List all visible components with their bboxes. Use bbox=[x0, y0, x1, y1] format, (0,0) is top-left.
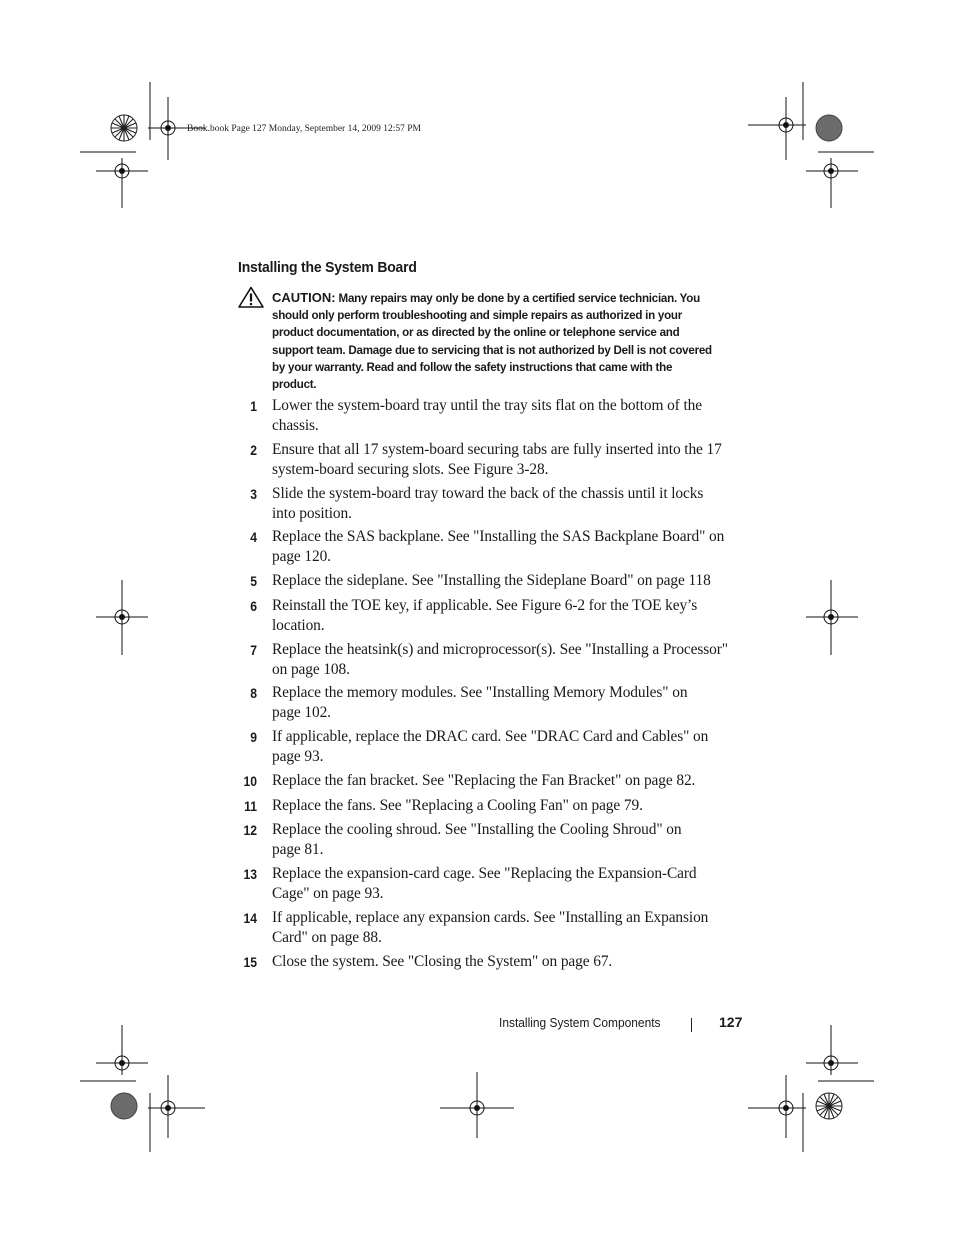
step-text: Replace the fan bracket. See "Replacing the Fan Bracket" on page 82. bbox=[272, 772, 696, 789]
step-text: Close the system. See "Closing the System" on page 67. bbox=[272, 953, 613, 970]
step-text: Replace the cooling shroud. See "Installing the Cooling Shroud" on page 81. bbox=[272, 821, 682, 858]
footer-page-number: 127 bbox=[719, 1014, 743, 1030]
step-text: Lower the system-board tray until the tray sits flat on the bottom of the chassis. bbox=[272, 397, 702, 434]
step-text: Replace the memory modules. See "Installing Memory Modules" on page 102. bbox=[272, 684, 688, 721]
step-number: 7 bbox=[250, 643, 257, 658]
caution-notice bbox=[272, 289, 742, 393]
footer-chapter-title: Installing System Components bbox=[499, 1015, 661, 1030]
step-number: 4 bbox=[250, 530, 257, 545]
registration-target-top-left bbox=[111, 115, 137, 141]
caution-line-2: should only perform troubleshooting and simple repairs as authorized in your bbox=[272, 309, 683, 323]
grey-dot-top-right bbox=[816, 115, 842, 141]
step-number: 12 bbox=[243, 823, 257, 838]
step-number: 11 bbox=[244, 799, 257, 814]
caution-line-4: support team. Damage due to servicing that is not authorized by Dell is not covered bbox=[272, 343, 712, 357]
caution-line-5: by your warranty. Read and follow the safety instructions that came with the bbox=[272, 360, 673, 374]
step-number: 14 bbox=[243, 911, 257, 926]
step-text: Slide the system-board tray toward the back of the chassis until it locks into position. bbox=[272, 485, 704, 522]
caution-line-6: product. bbox=[272, 378, 317, 392]
step-text: Replace the heatsink(s) and microprocessor(s). See "Installing a Processor" on page 108. bbox=[272, 641, 728, 678]
step-text: Replace the sideplane. See "Installing the Sideplane Board" on page 118 bbox=[272, 572, 711, 589]
step-number: 1 bbox=[250, 399, 257, 414]
step-text: Reinstall the TOE key, if applicable. See Figure 6-2 for the TOE key’s location. bbox=[272, 597, 698, 634]
footer-divider bbox=[691, 1018, 692, 1032]
step-number: 15 bbox=[243, 955, 257, 970]
print-slug: Book.book Page 127 Monday, September 14, 2009 12:57 PM bbox=[187, 124, 421, 134]
registration-target-bottom-right bbox=[816, 1093, 842, 1119]
step-number: 8 bbox=[250, 686, 257, 701]
step-number: 3 bbox=[250, 487, 257, 502]
grey-dot-bottom-left bbox=[111, 1093, 137, 1119]
caution-triangle-icon bbox=[238, 286, 264, 308]
step-text: Replace the expansion-card cage. See "Replacing the Expansion-Card Cage" on page 93. bbox=[272, 865, 697, 902]
step-text: If applicable, replace the DRAC card. See "DRAC Card and Cables" on page 93. bbox=[272, 728, 709, 765]
section-heading: Installing the System Board bbox=[238, 259, 417, 276]
step-number: 9 bbox=[250, 730, 257, 745]
caution-line-3: product documentation, or as directed by the online or telephone service and bbox=[272, 326, 680, 340]
step-number: 6 bbox=[250, 599, 257, 614]
step-number: 10 bbox=[243, 774, 257, 789]
step-text: Replace the SAS backplane. See "Installing the SAS Backplane Board" on page 120. bbox=[272, 528, 725, 565]
step-number: 2 bbox=[250, 443, 257, 458]
step-number: 5 bbox=[250, 574, 257, 589]
step-text: If applicable, replace any expansion cards. See "Installing an Expansion Card" on page 88. bbox=[272, 909, 709, 946]
caution-line-1: CAUTION: Many repairs may only be done by a certified service technician. You bbox=[272, 290, 700, 305]
caution-label: CAUTION: bbox=[272, 290, 336, 305]
step-text: Replace the fans. See "Replacing a Cooling Fan" on page 79. bbox=[272, 797, 643, 814]
step-text: Ensure that all 17 system-board securing tabs are fully inserted into the 17 system-board securing slots. See Figure 3-28. bbox=[272, 441, 722, 478]
step-number: 13 bbox=[243, 867, 257, 882]
